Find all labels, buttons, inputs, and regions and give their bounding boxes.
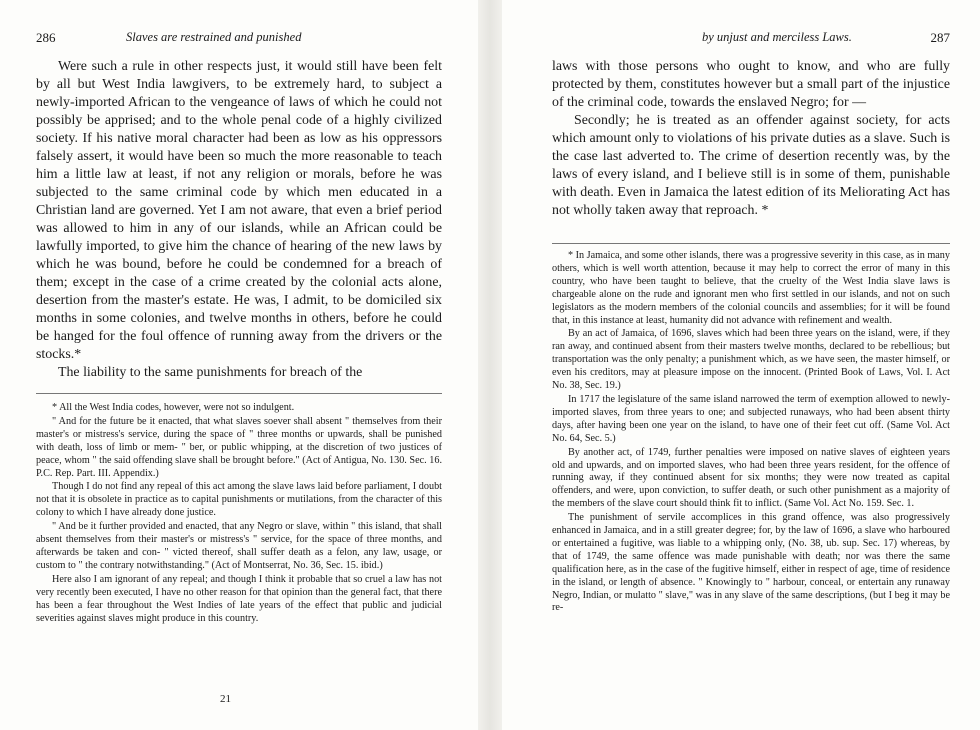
left-footnote: * All the West India codes, however, were not so indulgent.: [52, 402, 295, 413]
right-page: [502, 0, 980, 730]
left-page: [0, 0, 478, 730]
left-paragraph: Were such a rule in other respects just, it would still have been felt by all but West India lawgivers, to be extremely hard, to subject a newly-imported African to the vengeance of laws of which he could not possibly be apprised; and to the whole penal code of a highly civilized society. If his native moral character had been as low as his oppressors falsely assert, it would have been so much the more reasonable to teach him a little law at least, if not any religion or morals, before he was subjected to the same criminal code by which men educated in a Christian land are governed. Yet I am not aware, that even a brief period was allowed to him in any of our islands, while an African could be lawfully imported, to give him the chance of hearing of the new laws by which he was bound, before he could be condemned for a breach of them; except in the case of a crime created by the colonial acts alone, desertion from the master's estate. He was, I admit, to be domiciled six months in some colonies, and twelve months in others, before he could be hanged for the foul offence of running away from the drivers or the stocks.*: [36, 59, 442, 362]
left-footnote-rule: [36, 393, 442, 394]
left-footnote: Here also I am ignorant of any repeal; and though I think it probable that so cruel a law has not very recently been executed, I have no other reason for that opinion than the general fact, that there has been a fear throughout the West Indies of late years of the effect that public and judicial severities against slaves might produce in this country.: [36, 573, 442, 624]
right-footnote: The punishment of servile accomplices in this grand offence, was also progressively enhanced in Jamaica, and in a still greater degree; for, by the law of 1696, a slave who harboured or entertained a fugitive, was liable to a whipping only, (No. 38, ub. sup. Sec. 17) whereas, by that of 1749, the same offence was made punishable with death; nor was there the same qualification here, as in the case of the fugitive himself, either in respect of age, time of residence in the island, or length of absence. " Knowingly to " harbour, conceal, or entertain any runaway Negro, Indian, or mulatto " slave," was in any slave of the same descriptions, (but I beg it may be re-: [552, 512, 950, 614]
left-footnotes: [36, 402, 442, 626]
right-footnote: By another act, of 1749, further penalties were imposed on native slaves of eighteen years old and upwards, and on imported slaves, who had been three years resident, for the offence of running away, if they continued absent for six months; they were now treated as capital offenders, and were, upon conviction, to suffer death, or such other punishment as a majority of the members of the slave court should think fit to inflict. (Same Vol. Act No. 159. Sec. 1.: [552, 446, 950, 510]
right-footnote: * In Jamaica, and some other islands, there was a progressive severity in this case, as in many others, which is well worth attention, because it may help to correct the error of many in this country, who have been taught to believe, that the cruelty of the West India slave laws is chargeable alone on the rude and ignorant men who first settled in our islands, and not on such legislators as the modern members of the colonial councils and assemblies; for it will be found that, in this instance at least, humanity did not advance with refinement and wealth.: [552, 250, 950, 326]
left-paragraph: The liability to the same punishments for breach of the: [58, 365, 363, 380]
left-page-header: [36, 30, 442, 50]
right-footnote-rule: [552, 243, 950, 244]
left-footnote: Though I do not find any repeal of this act among the slave laws laid before parliament, I doubt not that it is obsolete in practice as to capital punishments or mutilations, from the character of this colony to which I have already done justice.: [36, 481, 442, 519]
right-footnotes: [552, 250, 950, 616]
left-running-title: Slaves are restrained and punished: [126, 30, 302, 44]
right-footnote: By an act of Jamaica, of 1696, slaves which had been three years on the island, were, if they ran away, and continued absent from their masters twelve months, declared to be rebellious; but transportation was the only penalty; a punishment which, as we have seen, the master himself, or even his creditors, may at pleasure impose on the innocent. (Printed Book of Laws, Vol. I. Act No. 38, Sec. 19.): [552, 328, 950, 392]
left-page-number: 286: [36, 30, 56, 45]
right-footnote: In 1717 the legislature of the same island narrowed the term of exemption allowed to newly-imported slaves, from three years to one; and subjected runaways, who had been absent thirty days, after having been one year on the island, to have one of their feet cut off. (Same Vol. Act No. 64, Sec. 5.): [552, 393, 950, 444]
right-running-title: by unjust and merciless Laws.: [702, 30, 852, 44]
right-page-number: 287: [930, 30, 950, 45]
left-footnote: " And be it further provided and enacted, that any Negro or slave, within " this island, that shall absent themselves from their master's or mistress's " service, for the space of three months, and afterwards be taken and con- " victed thereof, shall suffer death as a felon, any law, usage, or custom to " the contrary notwithstanding." (Act of Montserrat, No. 36, Sec. 15. ibid.): [36, 521, 442, 571]
signature-mark: 21: [220, 693, 231, 705]
right-paragraph: Secondly; he is treated as an offender against society, for acts which amount only to violations of his private duties as a slave. Such is the case last adverted to. The crime of desertion recently was, by the laws of every island, and I believe still is in some of them, punishable with death. Even in Jamaica the latest edition of its Meliorating Act has not wholly taken away that reproach. *: [552, 113, 950, 218]
left-footnote: " And for the future be it enacted, that what slaves soever shall absent " themselves from their master's or mistress's service, during the space of " three months or upwards, shall be punished with death, loss of limb or mem- " ber, or public whipping, at the discretion of two justices of peace, whom " the said offending slave shall be brought before." (Act of Antigua, No. 130. Sec. 16. P.C. Rep. Part. III. Appendix.): [36, 415, 442, 479]
right-body-text: [552, 58, 950, 220]
right-paragraph: laws with those persons who ought to know, and who are fully protected by them, constitutes however but a small part of the injustice of the criminal code, towards the enslaved Negro; for —: [552, 59, 950, 110]
book-gutter: [478, 0, 502, 730]
right-page-header: [552, 30, 950, 50]
left-body-text: [36, 58, 442, 382]
